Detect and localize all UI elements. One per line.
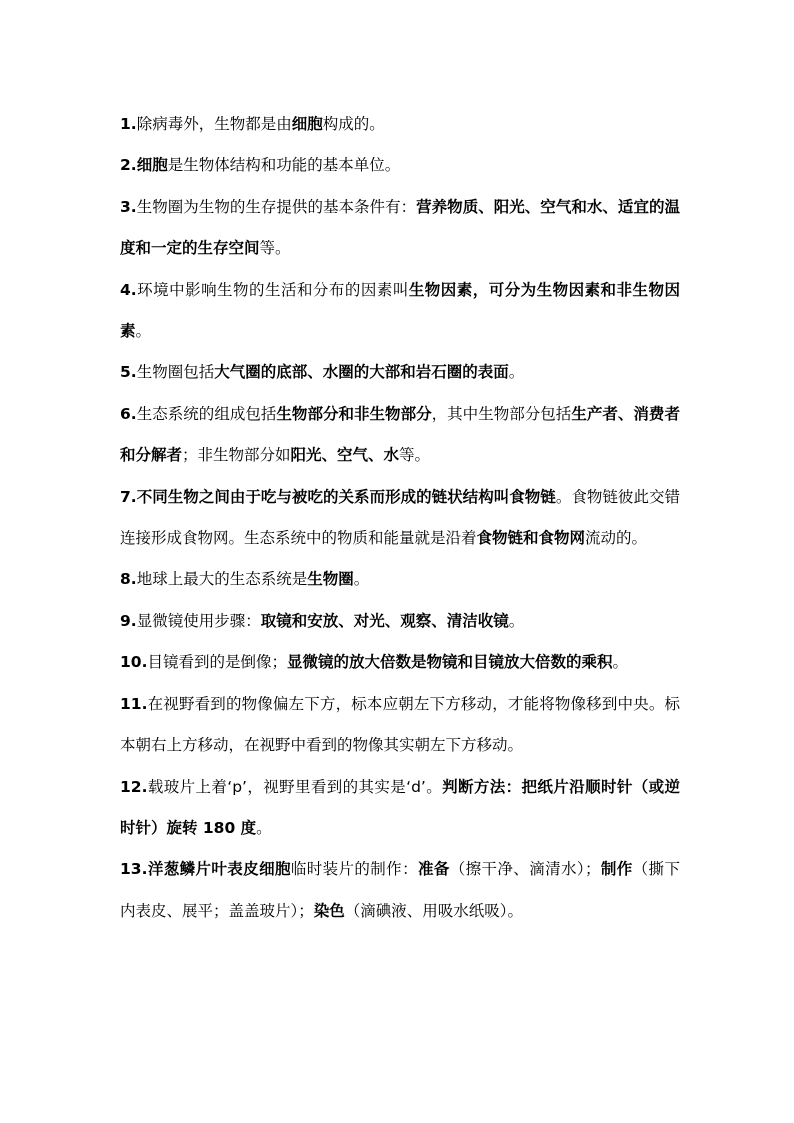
list-item <box>120 187 680 270</box>
item-text-bold: 生物部分和非生物部分 <box>276 404 432 423</box>
item-text-bold: 生物圈 <box>307 570 354 589</box>
list-item <box>120 767 680 850</box>
item-text: 。 <box>353 570 370 589</box>
item-text: 生物圈包括 <box>136 363 215 382</box>
item-text: 生态系统的组成包括 <box>136 404 277 423</box>
item-text-bold: 染色 <box>313 901 345 920</box>
item-number: 11. <box>120 694 148 713</box>
item-text-bold: 显微镜的放大倍数是物镜和目镜放大倍数的乘积 <box>286 653 613 672</box>
item-text: ；非生物部分如 <box>182 446 291 465</box>
item-text: 生物圈为生物的生存提供的基本条件有： <box>136 197 417 216</box>
item-text: 目镜看到的是倒像； <box>147 653 287 672</box>
item-text-bold: 食物链和食物网 <box>476 529 586 548</box>
item-text: （滴碘液、用吸水纸吸）。 <box>344 901 524 920</box>
item-number: 1. <box>120 115 137 133</box>
item-text-bold: 大气圈的底部、水圈的大部和岩石圈的表面 <box>214 363 509 382</box>
item-number: 9. <box>120 611 137 630</box>
item-text: 。 <box>135 322 152 341</box>
item-text: 。 <box>256 818 272 837</box>
item-text: 等。 <box>399 446 431 465</box>
item-text: 。 <box>508 611 525 630</box>
list-item <box>120 145 680 186</box>
item-text-bold: 准备 <box>417 860 450 879</box>
list-item <box>120 394 680 477</box>
item-text-bold: 制作 <box>600 860 633 879</box>
item-number: 6. <box>120 404 137 423</box>
item-number: 8. <box>120 570 137 589</box>
item-number: 13. <box>120 860 148 879</box>
item-text: 除病毒外，生物都是由 <box>136 115 292 133</box>
item-number: 7. <box>120 487 137 506</box>
item-text-bold: 细胞 <box>291 115 323 133</box>
item-text-bold: 判断方法：把纸片沿顺时针（或逆时针）旋转 180 度 <box>120 777 680 837</box>
item-text: 环境中影响生物的生活和分布的因素叫 <box>136 280 409 299</box>
item-number: 10. <box>120 653 148 672</box>
item-text: ，其中生物部分包括 <box>431 404 572 423</box>
item-text-bold: 生产者、消费者和分解者 <box>120 404 680 465</box>
item-text: 在视野看到的物像偏左下方，标本应朝左下方移动，才能将物像移到中央。标本朝右上方移动，在视野中看到的物像其实朝左下方移动。 <box>120 694 680 755</box>
item-text: 构成的。 <box>322 115 385 133</box>
item-text: 。 <box>508 363 525 382</box>
item-text: 显微镜使用步骤： <box>136 611 261 630</box>
list-item <box>120 352 680 393</box>
item-text: （擦干净、滴清水）； <box>449 860 601 879</box>
item-text: 载玻片上着‘p’，视野里看到的其实是‘d’。 <box>147 777 443 796</box>
item-text: 是生物体结构和功能的基本单位。 <box>167 156 401 175</box>
list-item <box>120 270 680 353</box>
item-number: 5. <box>120 363 137 382</box>
item-text-bold: 阳光、空气、水 <box>290 446 400 465</box>
item-text-bold: 取镜和安放、对光、观察、清洁收镜 <box>260 611 509 630</box>
list-item <box>120 559 680 600</box>
item-text: 临时装片的制作： <box>290 860 418 879</box>
item-number: 12. <box>120 777 148 796</box>
item-text-bold: 细胞 <box>136 156 168 175</box>
item-text: 地球上最大的生态系统是 <box>136 570 308 589</box>
item-text: 。食物链彼此交错连接形成食物网。生态系统中的物质和能量就是沿着 <box>120 487 680 548</box>
item-text-bold: 营养物质、阳光、空气和水、适宜的温度和一定的生存空间 <box>120 197 680 258</box>
item-text-bold: 不同生物之间由于吃与被吃的关系而形成的链状结构叫食物链 <box>136 487 556 506</box>
item-number: 4. <box>120 280 137 299</box>
item-text-bold: 洋葱鳞片叶表皮细胞 <box>147 860 291 879</box>
list-item <box>120 642 680 683</box>
list-item <box>120 477 680 560</box>
item-text: （撕下内表皮、展平；盖盖玻片）； <box>120 860 680 920</box>
list-item <box>120 104 680 145</box>
list-item <box>120 849 680 932</box>
document-body <box>120 104 680 932</box>
item-text: 流动的。 <box>585 529 648 548</box>
item-text: 等。 <box>259 239 291 258</box>
item-text: 。 <box>612 653 629 672</box>
item-number: 2. <box>120 156 137 175</box>
list-item <box>120 601 680 642</box>
list-item <box>120 684 680 767</box>
item-number: 3. <box>120 197 137 216</box>
item-text-bold: 生物因素，可分为生物因素和非生物因素 <box>120 280 680 341</box>
